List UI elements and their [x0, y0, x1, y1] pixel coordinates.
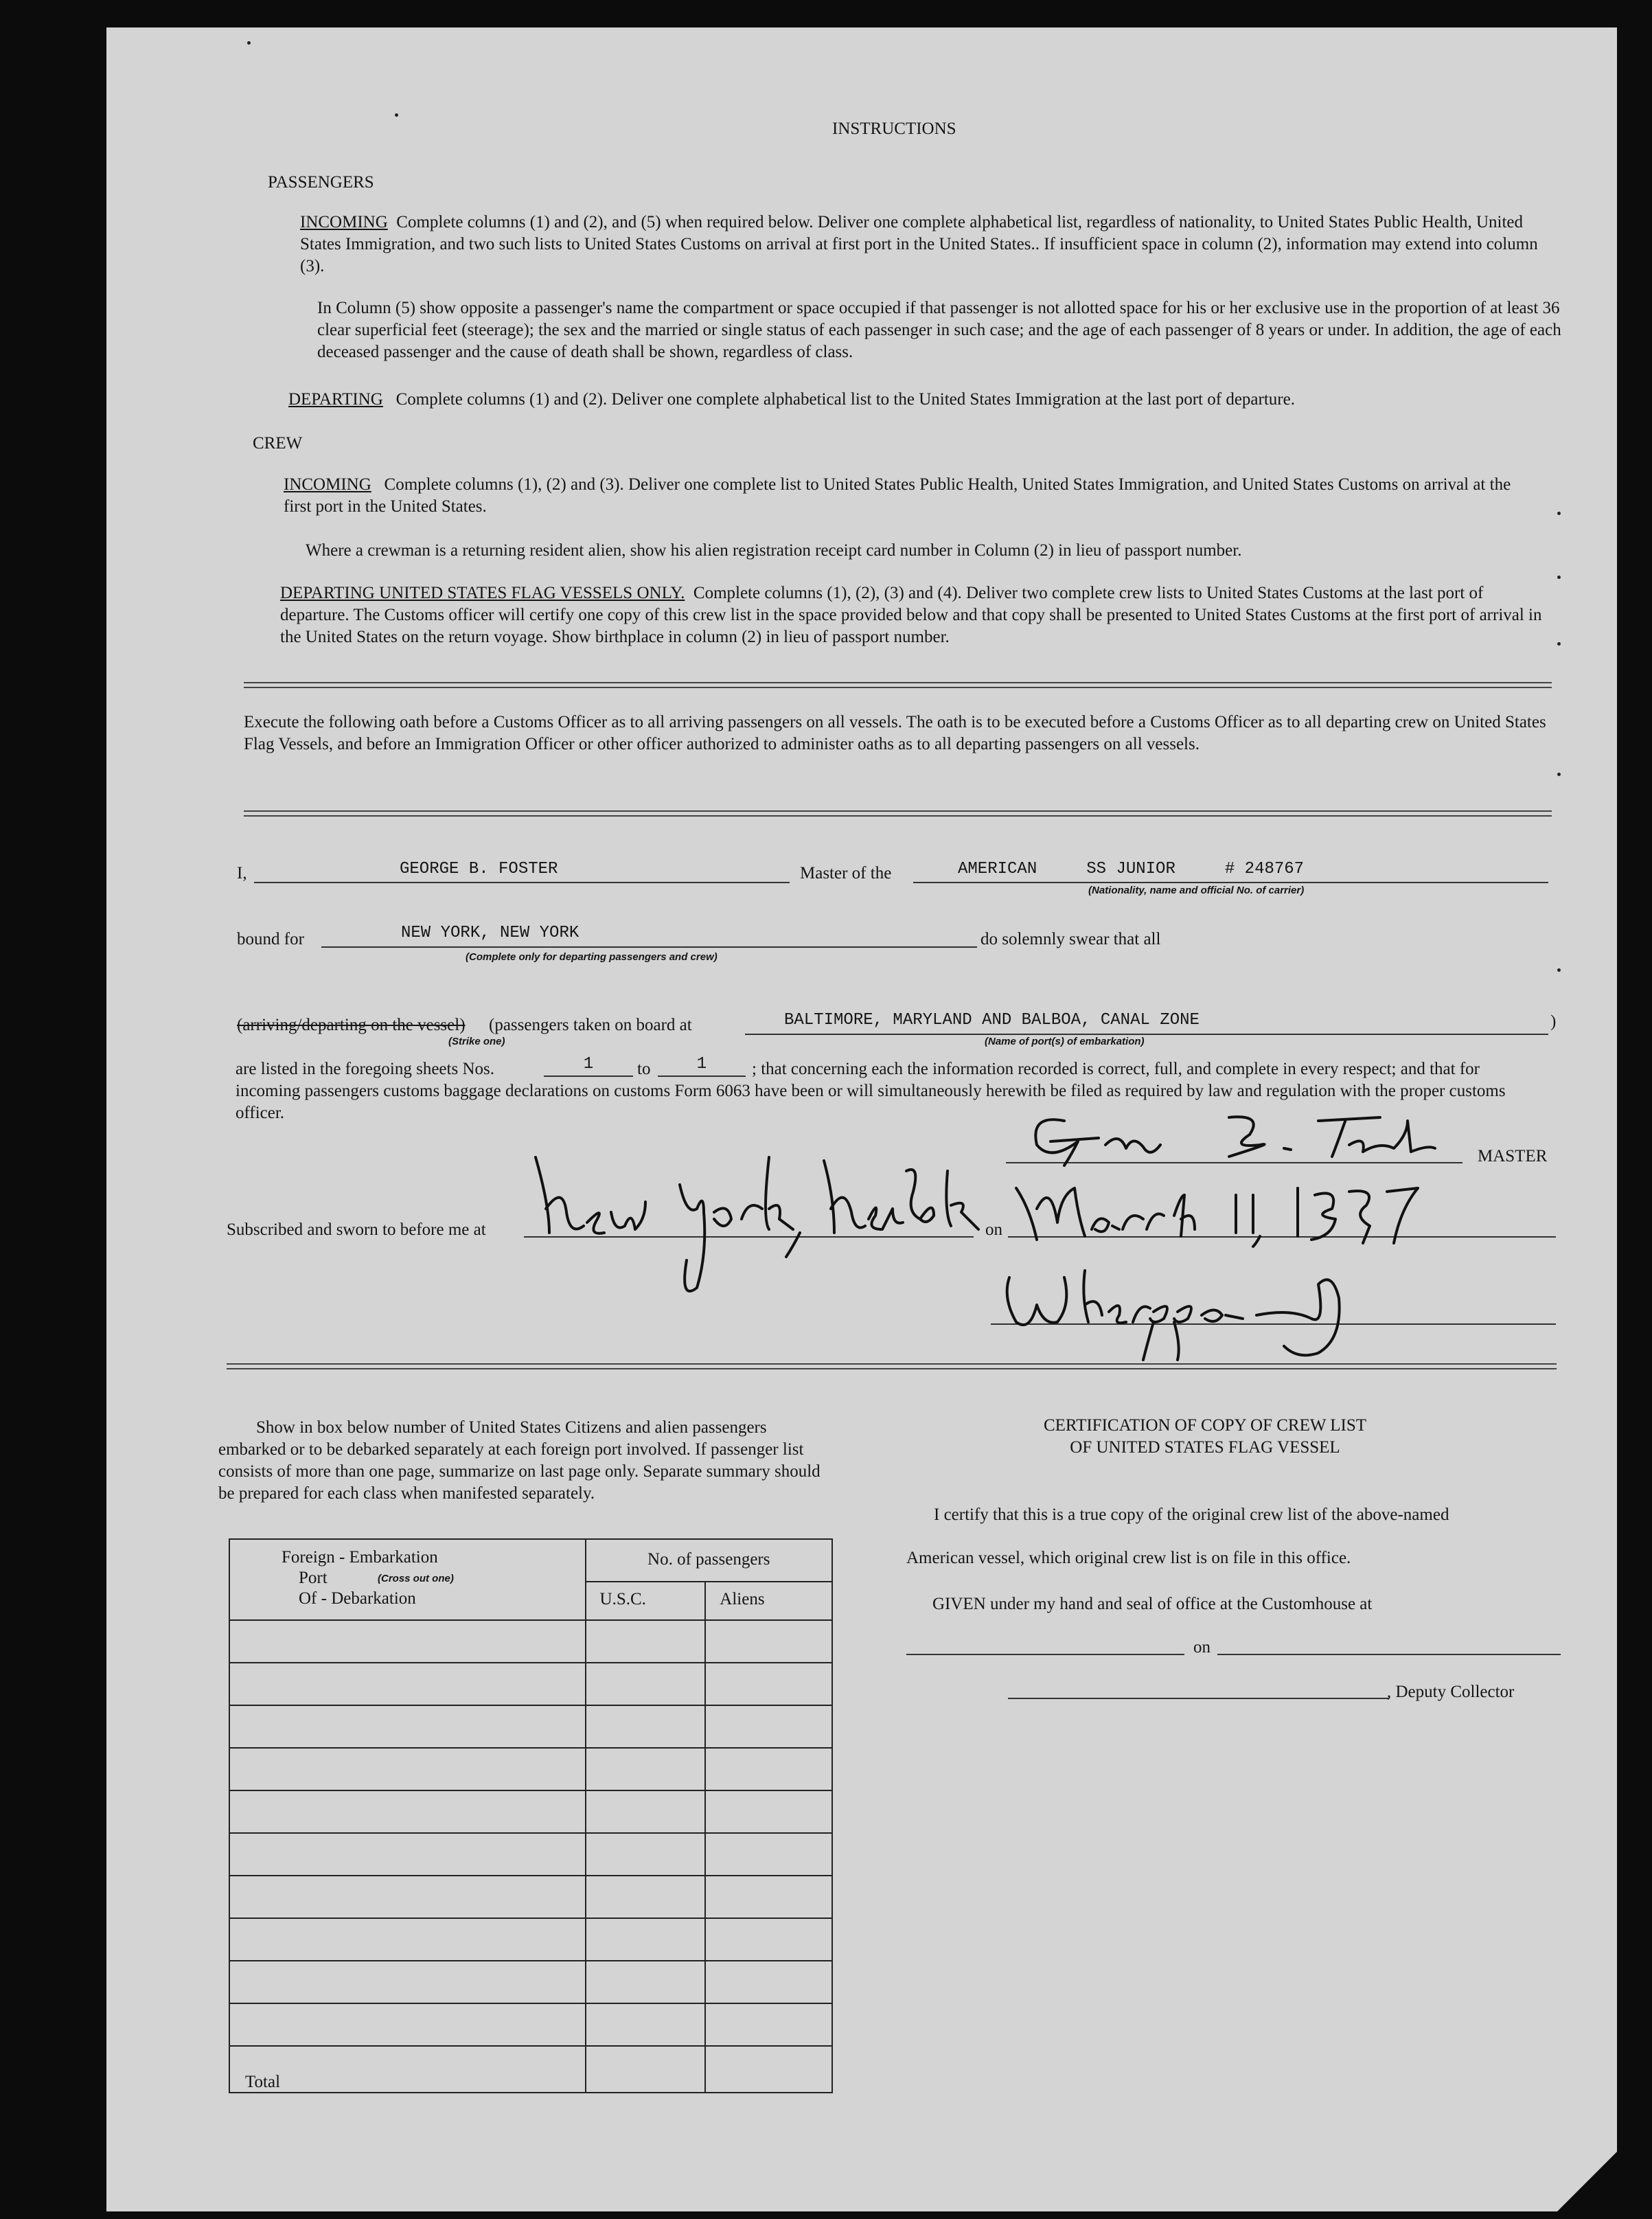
scan-speck: [1557, 773, 1561, 776]
table-row: [229, 1961, 832, 2003]
page-corner: [1557, 2150, 1619, 2211]
passengers-column-header: No. of passengers: [586, 1539, 832, 1582]
certification-title-line1: CERTIFICATION OF COPY OF CREW LIST: [1043, 1416, 1367, 1435]
incoming-passengers-instruction: [300, 212, 1548, 277]
ports-caption: (Name of port(s) of embarkation): [985, 1036, 1145, 1047]
attest-text: ; that concerning each the information recorded is correct, full, and complete in every respect; and that for incoming passengers customs baggage declarations on customs Form 6063 have been or will simultaneously herewith be filed as required by law and regulation with the proper customs officer.: [236, 1060, 1506, 1122]
given-text: GIVEN under my hand and seal of office at the Customhouse at: [932, 1595, 1373, 1613]
crew-alien-instruction: Where a crewman is a returning resident alien, show his alien registration receipt card number in Column (2) in lieu of passport number.: [306, 541, 1242, 560]
scan-speck: [247, 41, 251, 45]
table-row: [229, 1620, 832, 1663]
scan-speck: [1557, 576, 1561, 579]
scan-speck: [395, 113, 398, 117]
section-divider: [227, 1363, 1557, 1369]
vessel-line: [913, 882, 1548, 883]
scan-speck: [1557, 512, 1561, 515]
embarkation-ports: BALTIMORE, MARYLAND AND BALBOA, CANAL ZONE: [784, 1011, 1200, 1029]
passenger-summary-table: [229, 1538, 833, 2093]
table-row: [229, 1876, 832, 1918]
swear-text: do solemnly swear that all: [980, 930, 1161, 948]
oath-i-label: I,: [237, 864, 247, 883]
certification-on-label: on: [1193, 1638, 1211, 1657]
instructions-title: INSTRUCTIONS: [832, 120, 956, 138]
bound-for-line: [321, 946, 977, 948]
usc-column-header: U.S.C.: [586, 1582, 706, 1620]
vessel-name: AMERICAN SS JUNIOR # 248767: [958, 860, 1305, 878]
departing-label: DEPARTING: [288, 390, 383, 409]
passengers-taken-label: (passengers taken on board at: [489, 1016, 692, 1034]
crew-departing-text: Complete columns (1), (2), (3) and (4). Deliver two complete crew lists to United States Customs at the last port of departure. The Customs officer will certify one copy of this crew list in the space provided below and that copy shall be presented to United States Customs at the first port of arrival in the United States on the return voyage. Show birthplace in column (2) in lieu of passport number.: [280, 584, 1542, 646]
departing-passengers-instruction: [288, 389, 1565, 411]
arriving-departing-struck: (arriving/departing on the vessel): [237, 1016, 466, 1034]
master-name: GEORGE B. FOSTER: [400, 860, 558, 878]
embarkation-line: [745, 1034, 1548, 1035]
certify-line1: I certify that this is a true copy of the original crew list of the above-named: [934, 1505, 1449, 1524]
sheet-to: 1: [696, 1055, 707, 1073]
departing-text: Complete columns (1) and (2). Deliver one complete alphabetical list to the United States Immigration at the last port of departure.: [395, 390, 1295, 409]
table-row: [229, 1748, 832, 1790]
summary-instruction: Show in box below number of United States Citizens and alien passengers embarked or to be debarked separately at each foreign port involved. If passenger list consists of more than one page, summarize on last page only. Separate summary should be prepared for each class when manifested separately.: [218, 1418, 821, 1503]
to-label: to: [637, 1060, 651, 1078]
master-signature: [1023, 1107, 1449, 1169]
bound-for-caption: (Complete only for departing passengers and crew): [466, 951, 718, 963]
customhouse-line: [906, 1654, 1184, 1655]
incoming-text: Complete columns (1) and (2), and (5) when required below. Deliver one complete alphabetical list, regardless of nationality, to United States Public Health, United States Immigration, and two such lists to United States Customs on arrival at first port in the United States.. If insufficient space in column (2), information may extend into column (3).: [300, 213, 1538, 275]
total-label: Total: [229, 2046, 586, 2093]
crew-incoming-text: Complete columns (1), (2) and (3). Deliver one complete list to United States Public Health, United States Immigration, and United States Customs on arrival at the first port in the United States.: [284, 475, 1511, 516]
passengers-heading: PASSENGERS: [268, 173, 374, 192]
aliens-column-header: Aliens: [705, 1582, 832, 1620]
sworn-date: [1009, 1168, 1435, 1250]
crew-incoming-instruction: [284, 474, 1533, 518]
incoming-label: INCOMING: [300, 213, 388, 231]
deputy-collector-label: , Deputy Collector: [1387, 1683, 1515, 1701]
scan-speck: [1557, 968, 1561, 972]
table-row: [229, 1705, 832, 1748]
table-row: [229, 1833, 832, 1876]
bound-for-destination: NEW YORK, NEW YORK: [401, 924, 580, 942]
certify-line2: American vessel, which original crew list is on file in this office.: [906, 1549, 1351, 1567]
table-row: [229, 1918, 832, 1961]
master-name-line: [254, 882, 790, 883]
certification-date-line: [1217, 1654, 1561, 1655]
certification-title-line2: OF UNITED STATES FLAG VESSEL: [1070, 1438, 1340, 1457]
listed-label: are listed in the foregoing sheets Nos.: [236, 1060, 494, 1078]
close-paren: ): [1550, 1012, 1557, 1031]
bound-for-label: bound for: [237, 930, 304, 948]
master-label: MASTER: [1478, 1147, 1548, 1165]
crew-heading: CREW: [253, 434, 303, 453]
table-row: [229, 2003, 832, 2046]
port-column-header: Foreign - Embarkation Port (Cross out one) Of - Debarkation: [229, 1539, 586, 1620]
table-row: [229, 1790, 832, 1833]
sworn-place: [522, 1143, 989, 1295]
officer-signature: [996, 1257, 1380, 1367]
strike-caption: (Strike one): [448, 1036, 505, 1047]
section-divider: [244, 682, 1552, 688]
crew-departing-label: DEPARTING UNITED STATES FLAG VESSELS ONLY.: [280, 584, 685, 602]
vessel-caption: (Nationality, name and official No. of carrier): [1088, 885, 1305, 896]
oath-instruction: Execute the following oath before a Customs Officer as to all arriving passengers on all vessels. The oath is to be executed before a Customs Officer as to all departing crew on United States Flag Vessels, and before an Immigration Officer or other officer authorized to administer oaths as to all departing passengers on all vessels.: [244, 713, 1546, 753]
scan-speck: [1557, 642, 1561, 646]
table-row: [229, 1663, 832, 1705]
crew-departing-instruction: [280, 582, 1544, 648]
subscribed-label: Subscribed and sworn to before me at: [227, 1220, 486, 1239]
master-of-label: Master of the: [800, 864, 892, 883]
sworn-on-label: on: [985, 1220, 1002, 1239]
section-divider: [244, 810, 1552, 817]
total-row: [229, 2046, 832, 2093]
deputy-signature-line: [1008, 1698, 1389, 1699]
sheet-from: 1: [583, 1055, 594, 1073]
crew-incoming-label: INCOMING: [284, 475, 371, 494]
column5-instruction: In Column (5) show opposite a passenger's name the compartment or space occupied if that passenger is not allotted space for his or her exclusive use in the proportion of at least 36 clear superficial feet (steerage); the sex and the married or single status of each passenger in such case; and the age of each passenger of 8 years or under. In addition, the age of each deceased passenger and the cause of death shall be shown, regardless of class.: [317, 299, 1561, 361]
